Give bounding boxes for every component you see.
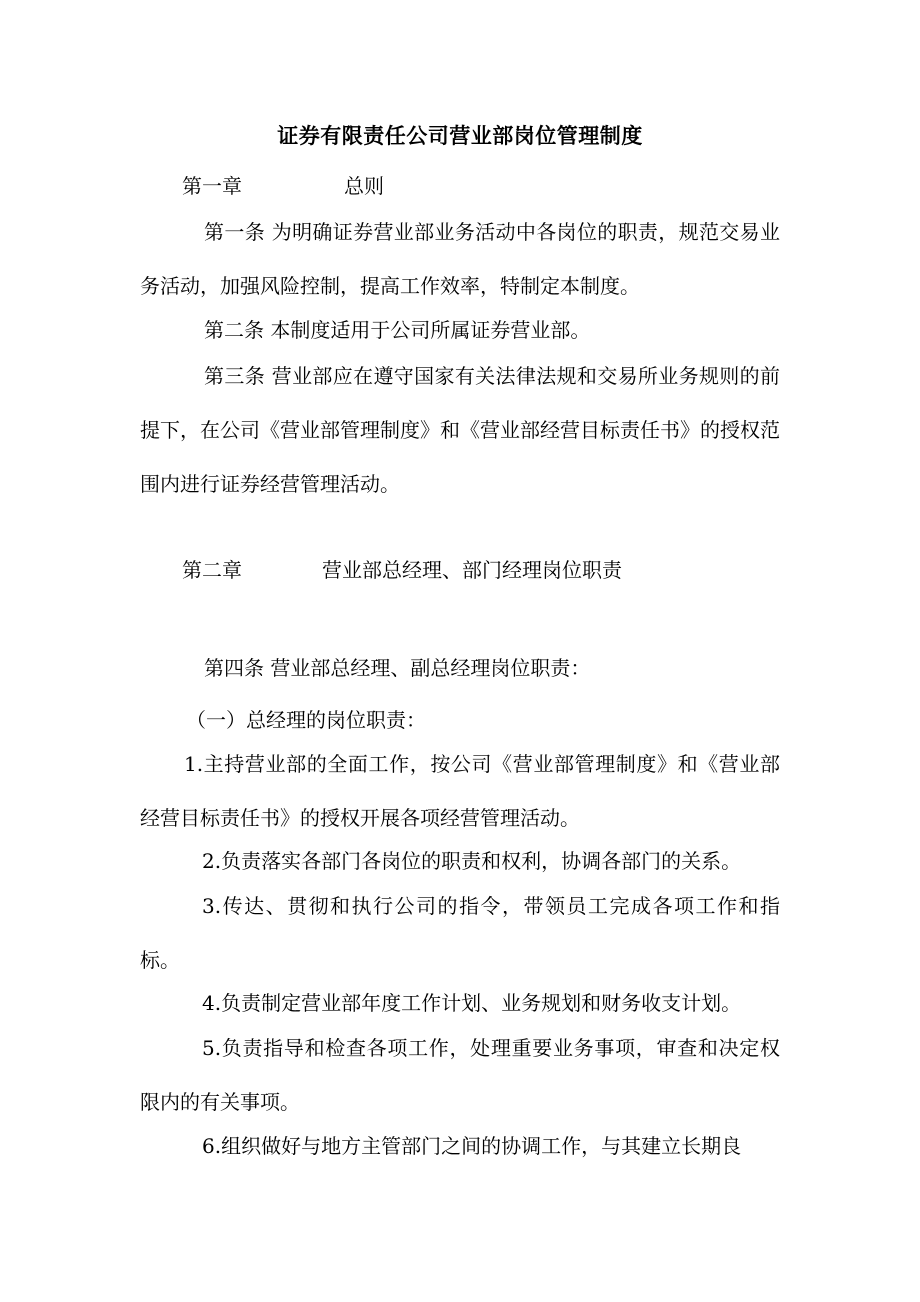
section-heading-1: （一）总经理的岗位职责： — [186, 708, 426, 732]
chapter-heading-2 — [182, 552, 622, 588]
article-3: 第三条 营业部应在遵守国家有关法律法规和交易所业务规则的前提下，在公司《营业部管理制度》和《营业部经营目标责任书》的授权范围内进行证券经营管理活动。 — [140, 364, 780, 496]
document-title: 证券有限责任公司营业部岗位管理制度 — [277, 123, 643, 148]
list-item: 1.主持营业部的全面工作，按公司《营业部管理制度》和《营业部经营目标责任书》的授权开展各项经营管理活动。 — [140, 752, 780, 830]
chapter-name: 总则 — [344, 174, 384, 198]
list-item: 4.负责制定营业部年度工作计划、业务规划和财务收支计划。 — [202, 991, 742, 1015]
chapter-name: 营业部总经理、部门经理岗位职责 — [322, 558, 622, 582]
chapter-heading-1 — [182, 168, 384, 204]
list-item: 5.负责指导和检查各项工作，处理重要业务事项，审查和决定权限内的有关事项。 — [140, 1036, 780, 1114]
list-item: 3.传达、贯彻和执行公司的指令，带领员工完成各项工作和指标。 — [140, 894, 780, 972]
list-item: 6.组织做好与地方主管部门之间的协调工作，与其建立长期良 — [202, 1134, 742, 1158]
article-4: 第四条 营业部总经理、副总经理岗位职责： — [204, 656, 591, 680]
chapter-number: 第一章 — [182, 174, 242, 198]
chapter-number: 第二章 — [182, 558, 242, 582]
article-1: 第一条 为明确证券营业部业务活动中各岗位的职责，规范交易业务活动，加强风险控制，提高工作效率，特制定本制度。 — [140, 220, 780, 298]
article-2: 第二条 本制度适用于公司所属证券营业部。 — [204, 318, 591, 342]
list-item: 2.负责落实各部门各岗位的职责和权利，协调各部门的关系。 — [202, 849, 742, 873]
